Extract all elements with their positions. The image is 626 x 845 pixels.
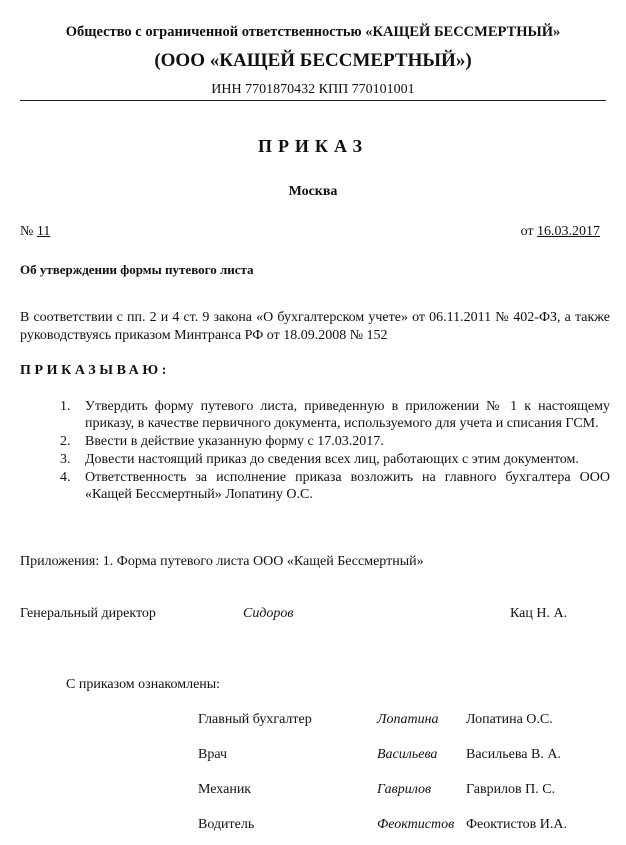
document-title: ПРИКАЗ bbox=[257, 136, 369, 156]
director-signature: Сидоров bbox=[243, 606, 294, 621]
ack-name: Феоктистов И.А. bbox=[466, 817, 567, 832]
order-item bbox=[60, 433, 610, 450]
order-item bbox=[60, 398, 610, 432]
ack-name: Васильева В. А. bbox=[466, 747, 561, 762]
organization-full-name: Общество с ограниченной ответственностью «КАЩЕЙ БЕССМЕРТНЫЙ» bbox=[65, 24, 561, 40]
order-item-number: 3. bbox=[60, 452, 71, 467]
date-value: 16.03.2017 bbox=[537, 224, 600, 239]
acknowledgement-row bbox=[0, 817, 626, 837]
document-subject: Об утверждении формы путевого листа bbox=[20, 262, 254, 277]
order-heading: ПРИКАЗЫВАЮ: bbox=[20, 363, 170, 378]
order-items-list bbox=[60, 398, 610, 504]
ack-position: Главный бухгалтер bbox=[198, 712, 312, 727]
director-position: Генеральный директор bbox=[20, 606, 156, 621]
order-item-number: 2. bbox=[60, 434, 71, 449]
ack-position: Врач bbox=[198, 747, 228, 762]
acknowledgement-row bbox=[0, 782, 626, 802]
number-value: 11 bbox=[36, 224, 51, 239]
ack-name: Гаврилов П. С. bbox=[466, 782, 556, 797]
attachments-line: Приложения: 1. Форма путевого листа ООО «Кащей Бессмертный» bbox=[20, 554, 424, 569]
order-item-number: 4. bbox=[60, 470, 71, 485]
ack-name: Лопатина О.С. bbox=[466, 712, 553, 727]
order-item-number: 1. bbox=[60, 399, 71, 414]
organization-requisites: ИНН 7701870432 КПП 770101001 bbox=[211, 82, 415, 97]
order-item-text: Довести настоящий приказ до сведения всех лиц, работающих с этим документом. bbox=[85, 452, 579, 467]
order-item bbox=[60, 451, 610, 468]
ack-position: Механик bbox=[198, 782, 252, 797]
director-name: Кац Н. А. bbox=[510, 606, 568, 621]
ack-signature: Васильева bbox=[377, 747, 438, 762]
acknowledgement-row bbox=[0, 712, 626, 732]
order-item bbox=[60, 469, 610, 503]
document-city: Москва bbox=[288, 184, 338, 199]
number-prefix: № bbox=[20, 224, 34, 239]
order-item-text: Утвердить форму путевого листа, приведенную в приложении № 1 к настоящему приказу, в качестве первичного документа, используемого для учета и списания ГСМ. bbox=[85, 399, 610, 431]
date-prefix: от bbox=[520, 224, 534, 239]
order-item-text: Ввести в действие указанную форму с 17.03.2017. bbox=[85, 434, 384, 449]
document-date bbox=[521, 224, 600, 240]
acknowledgement-title: С приказом ознакомлены: bbox=[66, 677, 221, 692]
ack-signature: Гаврилов bbox=[377, 782, 432, 797]
ack-signature: Феоктистов bbox=[377, 817, 455, 832]
document-preamble: В соответствии с пп. 2 и 4 ст. 9 закона «О бухгалтерском учете» от 06.11.2011 № 402-ФЗ, а также руководствуясь приказом Минтранса РФ от 18.09.2008 № 152 bbox=[20, 310, 610, 343]
header-divider bbox=[20, 100, 606, 101]
ack-signature: Лопатина bbox=[377, 712, 439, 727]
ack-position: Водитель bbox=[198, 817, 255, 832]
document-number bbox=[20, 224, 50, 240]
order-item-text: Ответственность за исполнение приказа возложить на главного бухгалтера ООО «Кащей Бессмертный» Лопатину О.С. bbox=[85, 470, 610, 502]
acknowledgement-row bbox=[0, 747, 626, 767]
organization-short-name: (ООО «КАЩЕЙ БЕССМЕРТНЫЙ») bbox=[154, 50, 472, 71]
